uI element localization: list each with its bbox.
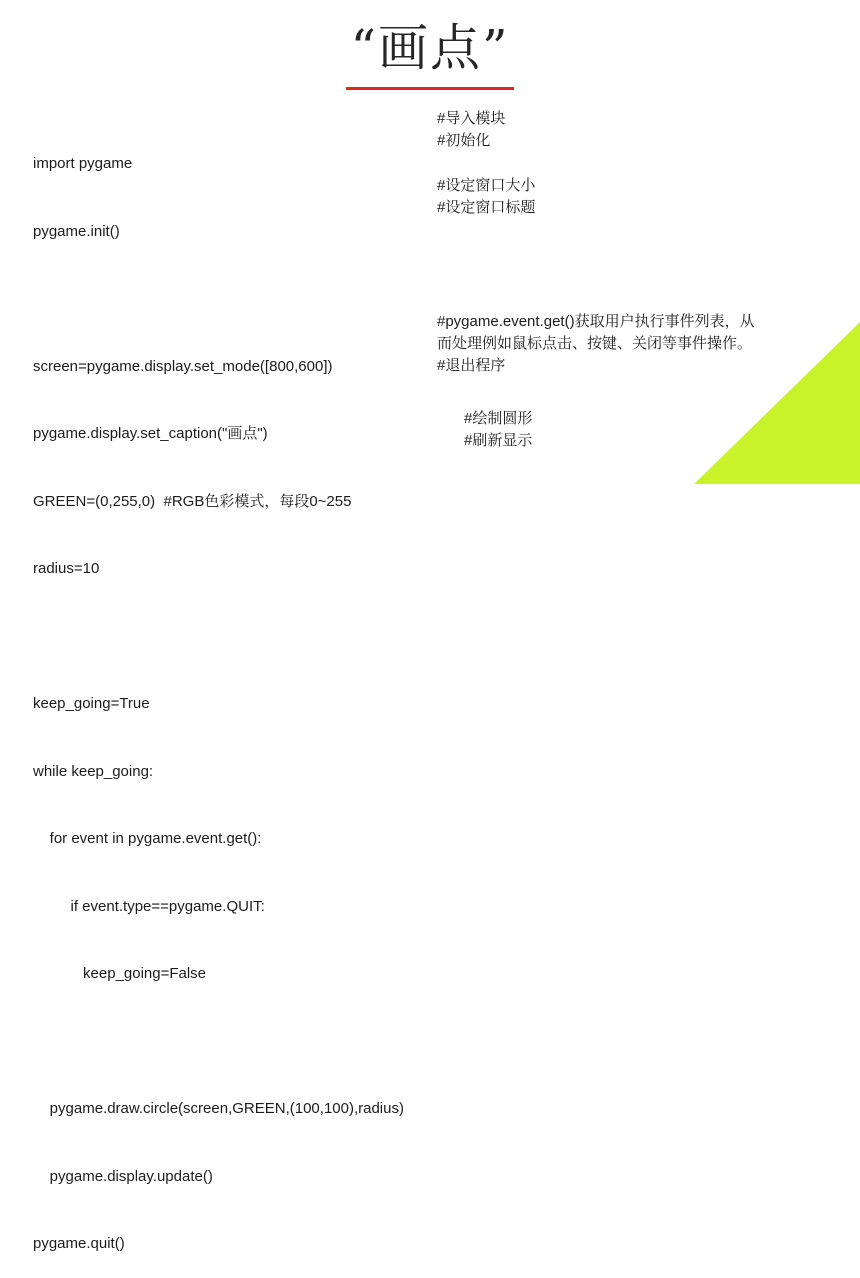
code-line xyxy=(33,288,404,311)
code-line: screen=pygame.display.set_mode([800,600]) xyxy=(33,357,333,375)
code-line: GREEN=(0,255,0) #RGB色彩模式，每段0~255 xyxy=(33,492,352,510)
title-underline xyxy=(346,87,514,90)
code-line: if event.type==pygame.QUIT: xyxy=(33,897,265,915)
code-line: radius=10 xyxy=(33,560,100,577)
code-block xyxy=(33,108,404,1278)
comment-event-line1: #pygame.event.get()获取用户执行事件列表，从 xyxy=(437,313,755,330)
comment-set-caption: #设定窗口标题 xyxy=(437,199,536,216)
code-line: keep_going=False xyxy=(33,965,207,982)
code-line: pygame.quit() xyxy=(33,1235,125,1252)
code-line xyxy=(33,1031,404,1054)
comment-draw: #绘制圆形 xyxy=(464,410,533,427)
code-line xyxy=(33,626,404,649)
code-line: for event in pygame.event.get(): xyxy=(33,830,262,847)
code-line: keep_going=True xyxy=(33,695,150,712)
code-line: pygame.draw.circle(screen,GREEN,(100,100),radius) xyxy=(33,1100,404,1117)
comment-quit: #退出程序 xyxy=(437,357,506,374)
comment-update: #刷新显示 xyxy=(464,432,533,449)
comment-event-line2: 而处理例如鼠标点击、按键、关闭等事件操作。 xyxy=(437,335,753,352)
comment-set-mode: #设定窗口大小 xyxy=(437,177,536,194)
slide-title: “画点” xyxy=(350,19,510,77)
code-line: while keep_going: xyxy=(33,762,154,780)
comment-import: #导入模块 xyxy=(437,110,506,127)
code-line: pygame.display.set_caption("画点") xyxy=(33,425,268,442)
comment-init: #初始化 xyxy=(437,132,491,149)
code-line: pygame.display.update() xyxy=(33,1167,213,1185)
code-line: import pygame xyxy=(33,155,133,172)
code-line: pygame.init() xyxy=(33,222,120,240)
